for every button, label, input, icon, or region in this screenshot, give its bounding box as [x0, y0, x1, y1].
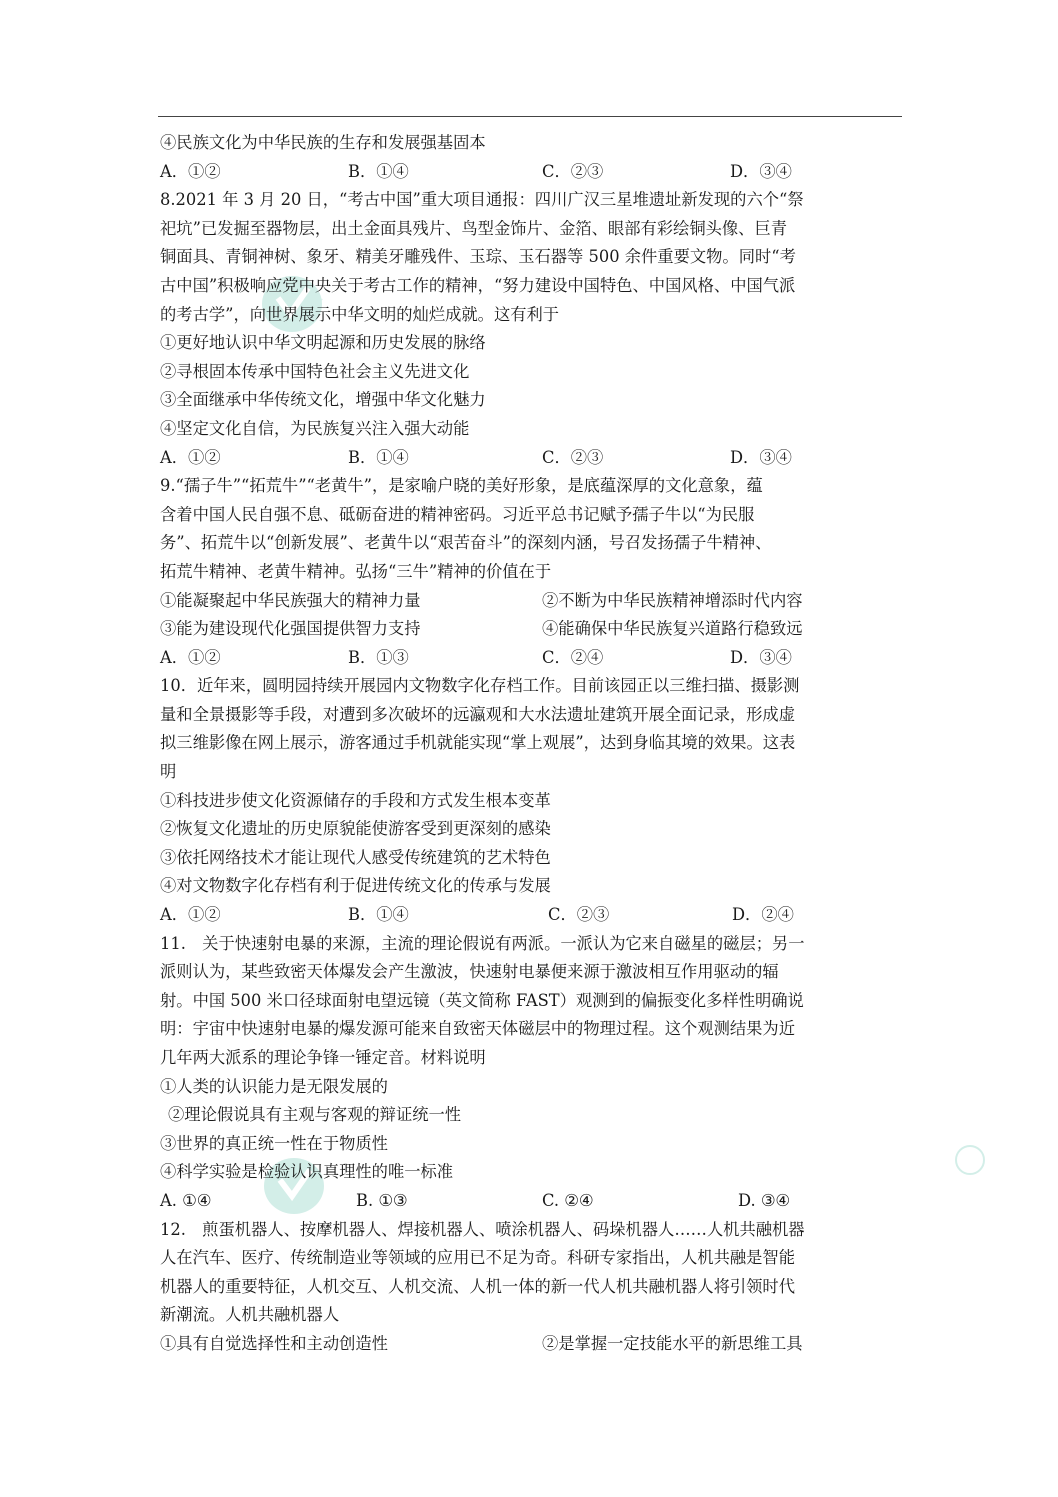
q8-item-3: ③全面继承中华传统文化，增强中华文化魅力	[160, 390, 486, 410]
q11-item-2: ②理论假说具有主观与客观的辩证统一性	[168, 1105, 462, 1125]
q10-item-4: ④对文物数字化存档有利于促进传统文化的传承与发展	[160, 876, 551, 896]
q12-stem-line: 机器人的重要特征，人机交互、人机交流、人机一体的新一代人机共融机器人将引领时代	[160, 1276, 795, 1296]
q8-item-2: ②寻根固本传承中国特色社会主义先进文化	[160, 361, 470, 381]
q8-option-a: A．①②	[160, 447, 221, 467]
q9-option-c: C．②④	[542, 647, 604, 667]
q12-stem-line: 人在汽车、医疗、传统制造业等领域的应用已不足为奇。科研专家指出，人机共融是智能	[160, 1248, 795, 1268]
q12-item-2: ②是掌握一定技能水平的新思维工具	[542, 1333, 803, 1353]
q10-stem-line: 拟三维影像在网上展示，游客通过手机就能实现“掌上观展”，达到身临其境的效果。这表	[160, 733, 796, 753]
q8-stem-line: 的考古学”，向世界展示中华文明的灿烂成就。这有利于	[160, 304, 560, 324]
q10-options	[160, 901, 905, 930]
q7-option-a: A．①②	[160, 161, 221, 181]
q11-item-3: ③世界的真正统一性在于物质性	[160, 1133, 388, 1153]
q11-options	[160, 1187, 905, 1216]
q8-stem-line: 古中国”积极响应党中央关于考古工作的精神，“努力建设中国特色、中国风格、中国气派	[160, 275, 796, 295]
q10-stem-line: 明	[160, 762, 177, 782]
q8-item-1: ①更好地认识中华文明起源和历史发展的脉络	[160, 333, 486, 353]
q8-option-b: B．①④	[348, 447, 409, 467]
q8-options	[160, 444, 905, 473]
svg-text:题: 题	[304, 288, 326, 310]
q11-option-c: C. ②④	[542, 1190, 594, 1210]
q10-option-c: C．②③	[548, 905, 610, 925]
q8-stem-line: 铜面具、青铜神树、象牙、精美牙雕残件、玉琮、玉石器等 500 余件重要文物。同时“考	[160, 247, 796, 267]
q7-option-d: D．③④	[730, 161, 792, 181]
q8-option-c: C．②③	[542, 447, 604, 467]
q10-item-1: ①科技进步使文化资源储存的手段和方式发生根本变革	[160, 790, 551, 810]
q9-item-1: ①能凝聚起中华民族强大的精神力量	[160, 590, 421, 610]
q9-option-b: B．①③	[348, 647, 409, 667]
q10-option-d: D．②④	[732, 905, 794, 925]
q8-option-d: D．③④	[730, 447, 792, 467]
q7-option-b: B．①④	[348, 161, 409, 181]
q11-stem-line: 派则认为，某些致密天体爆发会产生激波，快速射电暴便来源于激波相互作用驱动的辐	[160, 962, 779, 982]
exam-page	[160, 129, 905, 1359]
q11-option-b: B. ①③	[356, 1190, 408, 1210]
q11-option-a: A. ①④	[160, 1190, 212, 1210]
q12-stem-line: 12. 煎蛋机器人、按摩机器人、焊接机器人、喷涂机器人、码垛机器人……人机共融机器	[160, 1219, 805, 1239]
watermark-logo	[950, 1140, 990, 1180]
q11-stem-line: 射。中国 500 米口径球面射电望远镜（英文简称 FAST）观测到的偏振变化多样性明确说	[160, 990, 804, 1010]
q9-stem-line: 务”、拓荒牛以“创新发展”、老黄牛以“艰苦奋斗”的深刻内涵，号召发扬孺子牛精神、	[160, 533, 772, 553]
q9-items-row	[160, 615, 905, 644]
q11-stem-line: 明：宇宙中快速射电暴的爆发源可能来自致密天体磁层中的物理过程。这个观测结果为近	[160, 1019, 795, 1039]
q10-option-a: A．①②	[160, 905, 221, 925]
q9-stem-line: 拓荒牛精神、老黄牛精神。弘扬“三牛”精神的价值在于	[160, 561, 552, 581]
q11-item-4: ④科学实验是检验认识真理性的唯一标准	[160, 1162, 454, 1182]
q11-stem-line: 几年两大派系的理论争锋一锤定音。材料说明	[160, 1048, 486, 1067]
q9-item-4: ④能确保中华民族复兴道路行稳致远	[542, 619, 803, 639]
q12-stem-line: 新潮流。人机共融机器人	[160, 1305, 340, 1325]
q9-items-row	[160, 587, 905, 616]
q7-option-c: C．②③	[542, 161, 604, 181]
q11-item-1: ①人类的认识能力是无限发展的	[160, 1076, 388, 1096]
q9-stem-line: 含着中国人民自强不息、砥砺奋进的精神密码。习近平总书记赋予孺子牛以“为民服	[160, 504, 755, 524]
q11-option-d: D. ③④	[738, 1190, 791, 1210]
q7-item-4: ④民族文化为中华民族的生存和发展强基固本	[160, 133, 486, 152]
q10-item-2: ②恢复文化遗址的历史原貌能使游客受到更深刻的感染	[160, 819, 551, 839]
q9-option-a: A．①②	[160, 647, 221, 667]
q9-item-3: ③能为建设现代化强国提供智力支持	[160, 619, 421, 639]
q10-stem-line: 量和全景摄影等手段，对遭到多次破坏的远瀛观和大水法遗址建筑开展全面记录，形成虚	[160, 704, 795, 724]
q9-stem-line: 9.“孺子牛”“拓荒牛”“老黄牛”，是家喻户晓的美好形象，是底蕴深厚的文化意象，蕴	[160, 476, 763, 496]
q10-item-3: ③依托网络技术才能让现代人感受传统建筑的艺术特色	[160, 847, 551, 867]
q7-options	[160, 158, 905, 187]
q8-stem-line: 8.2021 年 3 月 20 日，“考古中国”重大项目通报：四川广汉三星堆遗址新发现的六个“祭	[160, 190, 804, 210]
q12-items-row	[160, 1330, 905, 1359]
header-rule	[158, 116, 902, 117]
q12-item-1: ①具有自觉选择性和主动创造性	[160, 1333, 388, 1353]
q8-stem-line: 祀坑”已发掘至器物层，出土金面具残片、鸟型金饰片、金箔、眼部有彩绘铜头像、巨青	[160, 218, 788, 238]
q11-stem-line: 11. 关于快速射电暴的来源，主流的理论假说有两派。一派认为它来自磁星的磁层；另一	[160, 933, 805, 953]
q9-option-d: D．③④	[730, 647, 792, 667]
q10-stem-line: 10．近年来，圆明园持续开展园内文物数字化存档工作。目前该园正以三维扫描、摄影测	[160, 676, 800, 696]
q10-option-b: B．①④	[348, 905, 409, 925]
q9-options	[160, 644, 905, 673]
q9-item-2: ②不断为中华民族精神增添时代内容	[542, 590, 803, 610]
q8-item-4: ④坚定文化自信，为民族复兴注入强大动能	[160, 418, 470, 438]
